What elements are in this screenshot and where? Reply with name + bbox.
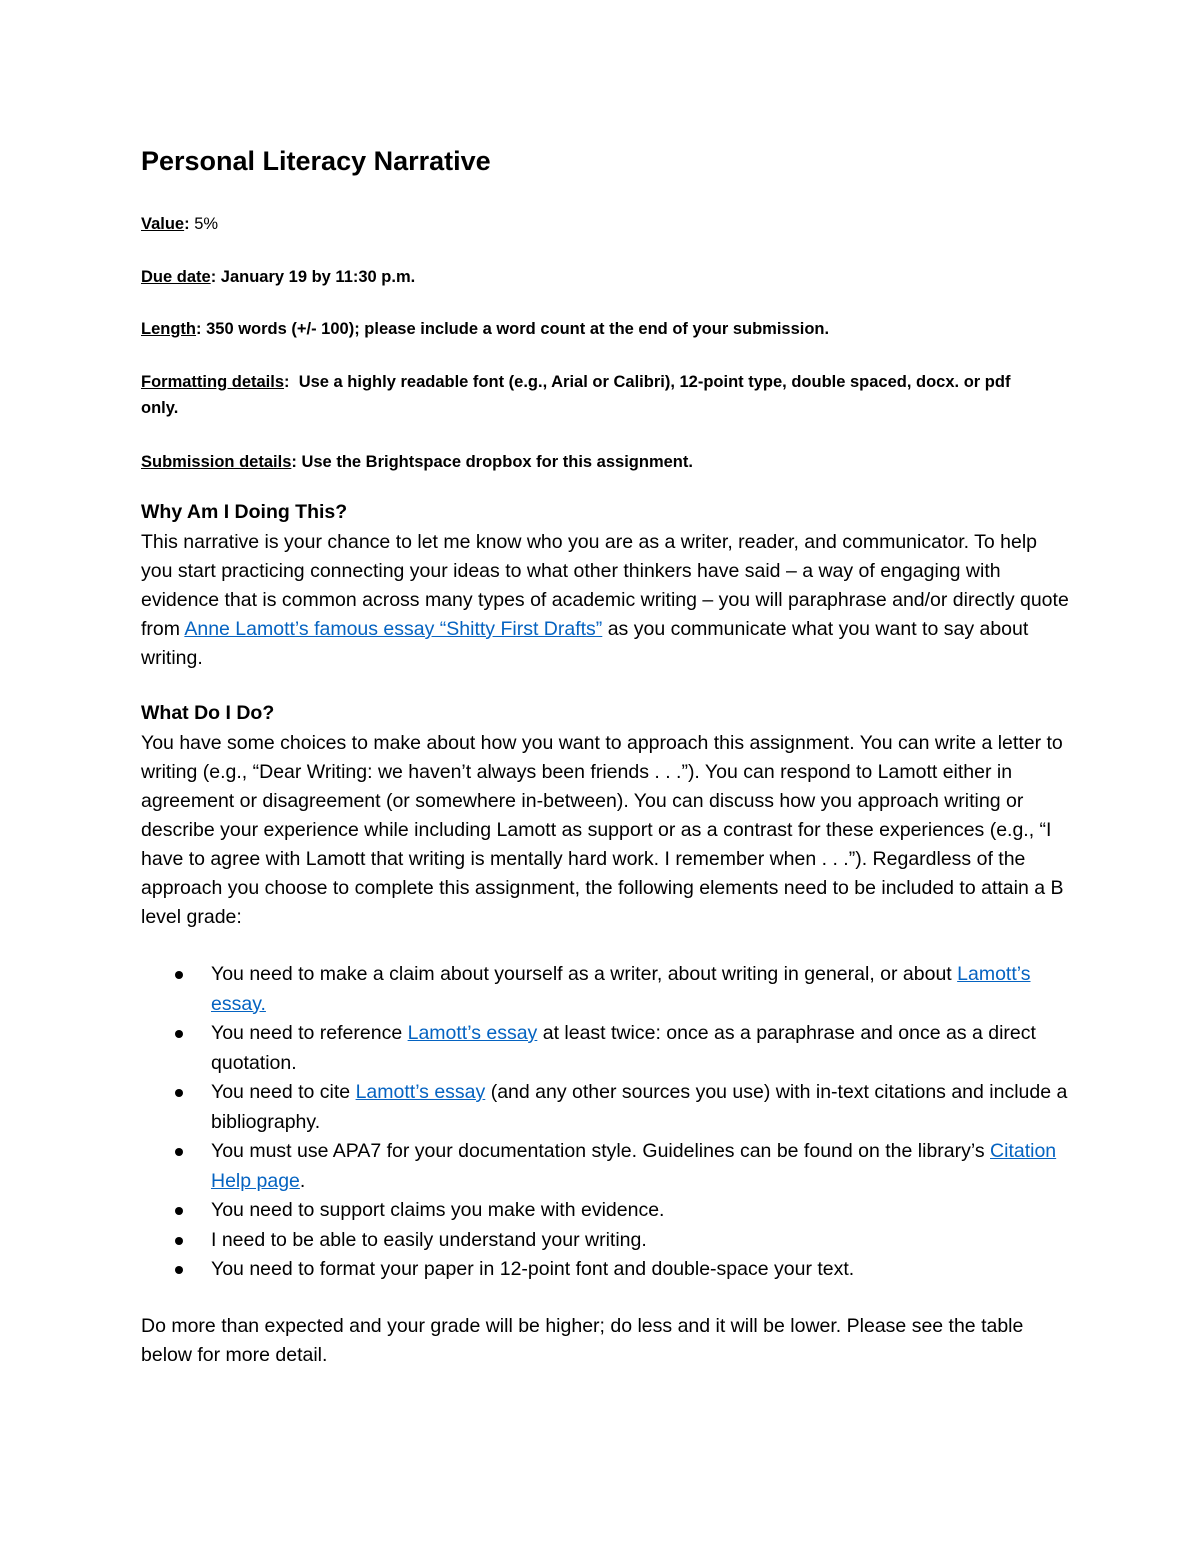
why-paragraph bbox=[141, 528, 1071, 673]
bullet-icon bbox=[175, 971, 183, 979]
formatting-label: Formatting details bbox=[141, 373, 285, 391]
list-item: You need to format your paper in 12-point font and double-space your text. bbox=[141, 1255, 1071, 1285]
page-title: Personal Literacy Narrative bbox=[141, 146, 491, 176]
due-date-label: Due date bbox=[141, 268, 211, 286]
bullet-icon bbox=[175, 1237, 183, 1245]
due-date-text: January 19 by 11:30 p.m. bbox=[220, 268, 416, 286]
submission-text: Use the Brightspace dropbox for this assignment. bbox=[301, 453, 693, 471]
formatting-line: Formatting details: Use a highly readable font (e.g., Arial or Calibri), 12-point type, double spaced, docx. or pdf only. bbox=[141, 373, 1011, 417]
lamott-essay-link[interactable]: Lamott’s essay bbox=[407, 1022, 538, 1044]
submission-line: Submission details: Use the Brightspace dropbox for this assignment. bbox=[141, 453, 693, 471]
what-paragraph: You have some choices to make about how you want to approach this assignment. You can write a letter to writing (e.g., “Dear Writing: we haven’t always been friends . . .”). You can respond to Lamott either in agreement or disagreement (or somewhere in-between). You can discuss how you approach writing or describe your experience while including Lamott as support or as a contrast for these experiences (e.g., “I have to agree with Lamott that writing is mentally hard work. I remember when . . .”). Regardless of the approach you choose to complete this assignment, the following elements need to be included to attain a B level grade: bbox=[141, 732, 1064, 928]
list-item: You need to make a claim about yourself as a writer, about writing in general, or about Lamott’s essay. bbox=[141, 960, 1071, 1019]
length-label: Length bbox=[141, 320, 196, 338]
lamott-essay-link[interactable]: Lamott’s essay bbox=[355, 1081, 486, 1103]
bullet-icon bbox=[175, 1266, 183, 1274]
value-line: Value: 5% bbox=[141, 215, 219, 233]
value-text: 5% bbox=[194, 215, 219, 233]
closing-paragraph: Do more than expected and your grade will be higher; do less and it will be lower. Please see the table below for more detail. bbox=[141, 1315, 1024, 1366]
list-item: You need to reference Lamott’s essay at least twice: once as a paraphrase and once as a direct quotation. bbox=[141, 1019, 1071, 1078]
bullet-icon bbox=[175, 1148, 183, 1156]
requirements-list bbox=[141, 960, 1071, 1285]
value-label: Value bbox=[141, 215, 185, 233]
due-date-line: Due date: January 19 by 11:30 p.m. bbox=[141, 268, 416, 286]
formatting-text: Use a highly readable font (e.g., Arial or Calibri), 12-point type, double spaced, docx. or pdf only. bbox=[141, 373, 1011, 417]
list-item: You must use APA7 for your documentation style. Guidelines can be found on the library’s Citation Help page. bbox=[141, 1137, 1071, 1196]
lamott-essay-link[interactable]: Anne Lamott’s famous essay “Shitty First Drafts” bbox=[184, 618, 603, 640]
lamott-essay-link[interactable]: Lamott’s essay. bbox=[211, 963, 1031, 1015]
bullet-icon bbox=[175, 1089, 183, 1097]
why-heading: Why Am I Doing This? bbox=[141, 501, 348, 523]
why-text-before: This narrative is your chance to let me know who you are as a writer, reader, and communicator. To help you start practicing connecting your ideas to what other thinkers have said – a way of engaging with evidence that is common across many types of academic writing – you will paraphrase and/or directly quote from bbox=[141, 531, 1069, 640]
length-line: Length: 350 words (+/- 100); please include a word count at the end of your submission. bbox=[141, 320, 830, 338]
length-text: 350 words (+/- 100); please include a word count at the end of your submission. bbox=[206, 320, 830, 338]
list-item: You need to support claims you make with evidence. bbox=[141, 1196, 1071, 1226]
bullet-icon bbox=[175, 1207, 183, 1215]
what-heading: What Do I Do? bbox=[141, 702, 275, 724]
why-text-after: as you communicate what you want to say about writing. bbox=[141, 618, 1029, 669]
list-item: I need to be able to easily understand your writing. bbox=[141, 1226, 1071, 1256]
list-item: You need to cite Lamott’s essay (and any other sources you use) with in-text citations and include a bibliography. bbox=[141, 1078, 1071, 1137]
bullet-icon bbox=[175, 1030, 183, 1038]
submission-label: Submission details bbox=[141, 453, 292, 471]
citation-help-link[interactable]: Citation Help page bbox=[211, 1140, 1057, 1192]
